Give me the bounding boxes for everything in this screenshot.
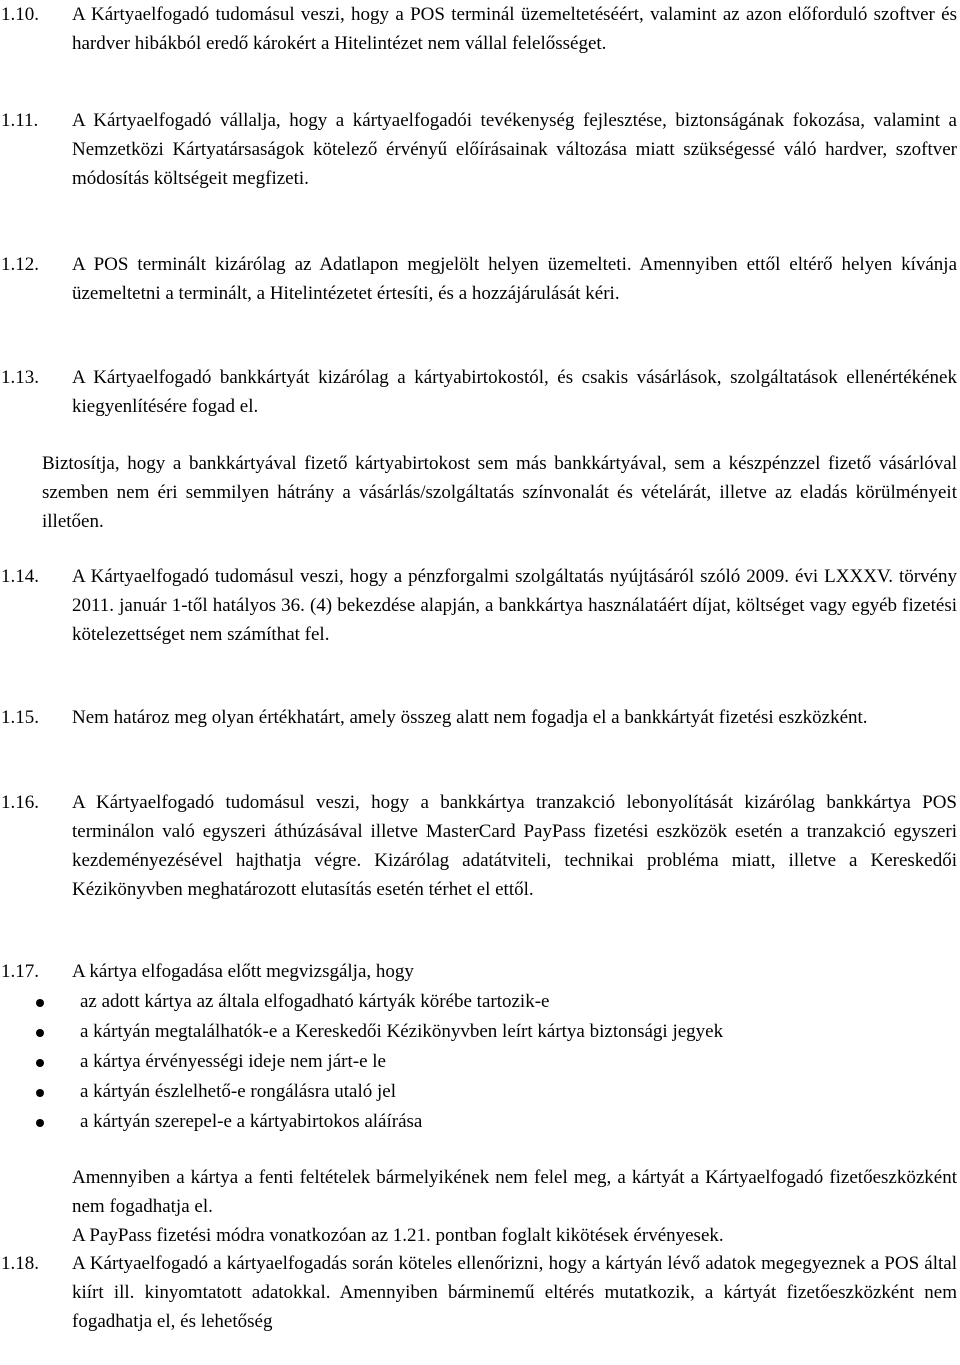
bullet-icon	[36, 1119, 44, 1127]
list-item	[0, 1077, 957, 1107]
list-item-text: a kártya érvényességi ideje nem járt-e le	[80, 1051, 386, 1072]
paragraph-number: 1.11.	[1, 110, 39, 131]
paragraph-text: Biztosítja, hogy a bankkártyával fizető kártyabirtokost sem más bankkártyával, sem a készpénzzel fizető vásárlóval szemben nem éri semmilyen hátrány a vásárlás/szolgáltatás színvonalát és vételárát, illetve az eladás körülményeit illetően.	[42, 453, 957, 532]
note-text-paypass: A PayPass fizetési módra vonatkozóan az 1.21. pontban foglalt kikötések érvényesek.	[72, 1225, 724, 1246]
paragraph-text: A Kártyaelfogadó bankkártyát kizárólag a kártyabirtokostól, és csakis vásárlások, szolgáltatások ellenértékének kiegyenlítésére fogad el.	[72, 367, 957, 417]
paragraph-number: 1.16.	[1, 792, 39, 813]
bullet-icon	[36, 1029, 44, 1037]
paragraph-text: A kártya elfogadása előtt megvizsgálja, hogy	[72, 961, 414, 982]
list-item-text: a kártyán észlelhető-e rongálásra utaló jel	[80, 1081, 396, 1102]
paragraph-1-14	[0, 562, 957, 649]
paragraph-1-11	[0, 106, 957, 193]
list-item-text: az adott kártya az általa elfogadható kártyák körébe tartozik-e	[80, 991, 550, 1012]
paragraph-1-18	[0, 1249, 957, 1336]
paragraph-number: 1.12.	[1, 254, 39, 275]
bullet-icon	[36, 1089, 44, 1097]
paragraph-text: A Kártyaelfogadó tudomásul veszi, hogy a bankkártya tranzakció lebonyolítását kizárólag bankkártya POS terminálon való egyszeri áthúzásával illetve MasterCard PayPass fizetési eszközök esetén a tranzakció egyszeri kezdeményezésével hajthatja végre. Kizárólag adatátviteli, technikai probléma miatt, illetve a Kereskedői Kézikönyvben meghatározott elutasítás esetén térhet el ettől.	[72, 792, 957, 900]
paragraph-unnumbered	[0, 449, 957, 536]
paragraph-number: 1.18.	[1, 1253, 39, 1274]
list-item-text: a kártyán szerepel-e a kártyabirtokos aláírása	[80, 1111, 423, 1132]
bullet-list	[0, 987, 957, 1137]
paragraph-number: 1.15.	[1, 707, 39, 728]
bullet-icon	[36, 1059, 44, 1067]
paragraph-1-13	[0, 363, 957, 421]
paragraph-1-15	[0, 703, 957, 732]
paragraph-number: 1.14.	[1, 566, 39, 587]
paragraph-1-12	[0, 250, 957, 308]
note-text: Amennyiben a kártya a fenti feltételek bármelyikének nem felel meg, a kártyát a Kártyaelfogadó fizetőeszközként nem fogadhatja el.	[72, 1167, 957, 1217]
paragraph-number: 1.13.	[1, 367, 39, 388]
list-item	[0, 1047, 957, 1077]
paragraph-text: A Kártyaelfogadó a kártyaelfogadás során köteles ellenőrizni, hogy a kártyán lévő adatok megegyeznek a POS által kiírt ill. kinyomtatott adatokkal. Amennyiben bárminemű eltérés mutatkozik, a kártyát fizetőeszközként nem fogadhatja el, és lehetőség	[72, 1253, 957, 1332]
paragraph-1-17	[0, 957, 957, 986]
paragraph-text: Nem határoz meg olyan értékhatárt, amely összeg alatt nem fogadja el a bankkártyát fizetési eszközként.	[72, 707, 868, 728]
list-item	[0, 1017, 957, 1047]
paragraph-text: A POS terminált kizárólag az Adatlapon megjelölt helyen üzemelteti. Amennyiben ettől eltérő helyen kívánja üzemeltetni a terminált, a Hitelintézetet értesíti, és a hozzájárulását kéri.	[72, 254, 957, 304]
note-paragraph	[72, 1163, 957, 1250]
paragraph-1-10	[0, 0, 957, 58]
paragraph-text: A Kártyaelfogadó tudomásul veszi, hogy a pénzforgalmi szolgáltatás nyújtásáról szóló 2009. évi LXXXV. törvény 2011. január 1-től hatályos 36. (4) bekezdése alapján, a bankkártya használatáért díjat, költséget vagy egyéb fizetési kötelezettséget nem számíthat fel.	[72, 566, 957, 645]
list-item	[0, 987, 957, 1017]
paragraph-number: 1.17.	[1, 961, 39, 982]
list-item	[0, 1107, 957, 1137]
paragraph-number: 1.10.	[1, 4, 39, 25]
bullet-icon	[36, 999, 44, 1007]
list-item-text: a kártyán megtalálhatók-e a Kereskedői Kézikönyvben leírt kártya biztonsági jegyek	[80, 1021, 724, 1042]
paragraph-text: A Kártyaelfogadó tudomásul veszi, hogy a POS terminál üzemeltetéséért, valamint az azon előforduló szoftver és hardver hibákból eredő károkért a Hitelintézet nem vállal felelősséget.	[72, 4, 957, 54]
paragraph-1-16	[0, 788, 957, 904]
paragraph-text: A Kártyaelfogadó vállalja, hogy a kártyaelfogadói tevékenység fejlesztése, biztonságának fokozása, valamint a Nemzetközi Kártyatársaságok kötelező érvényű előírásainak változása miatt szükségessé váló hardver, szoftver módosítás költségeit megfizeti.	[72, 110, 957, 189]
